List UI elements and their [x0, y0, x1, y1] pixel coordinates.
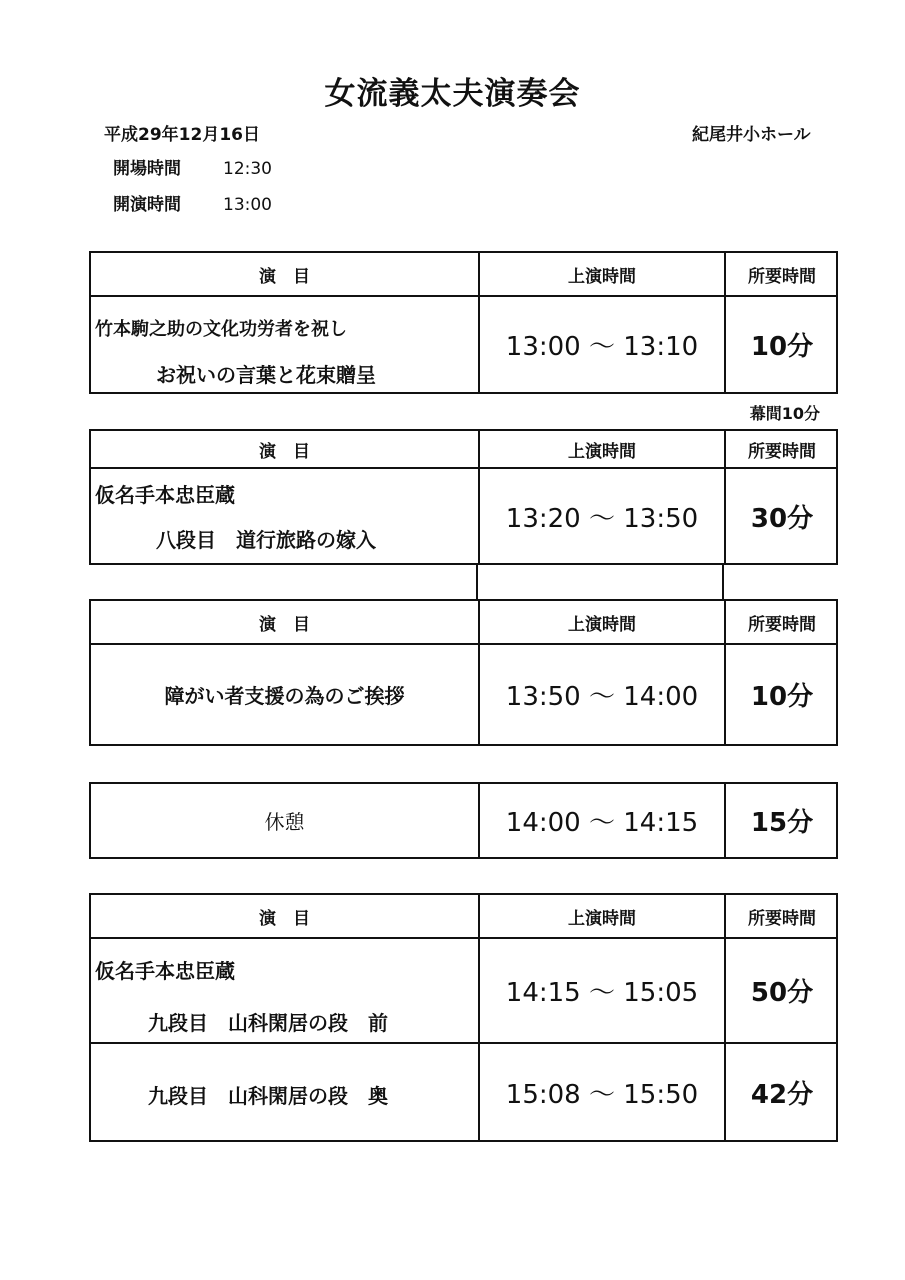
break-label: 休憩 — [264, 810, 305, 834]
time-cell: 13:50 〜 14:00 — [505, 682, 699, 712]
program-table-3 — [89, 599, 838, 746]
time-cell: 14:15 〜 15:05 — [505, 978, 699, 1008]
time-cell: 13:00 〜 13:10 — [505, 332, 699, 362]
start-time-label: 開演時間 — [113, 195, 181, 215]
header-time: 上演時間 — [568, 441, 636, 462]
performance-date: 平成29年12月16日 — [104, 125, 260, 145]
duration-cell: 10分 — [750, 332, 814, 362]
header-duration: 所要時間 — [748, 266, 816, 287]
start-time-value: 13:00 — [223, 195, 272, 215]
program-table-5 — [89, 893, 838, 1142]
break-table — [89, 782, 838, 859]
header-time: 上演時間 — [568, 266, 636, 287]
program-line-1: 竹本駒之助の文化功労者を祝し — [95, 319, 347, 340]
time-cell: 14:00 〜 14:15 — [505, 808, 699, 838]
doors-open-row — [113, 154, 272, 179]
header-program: 演 目 — [259, 441, 310, 462]
program-table-1 — [89, 251, 838, 394]
column-divider — [722, 563, 724, 601]
duration-cell: 42分 — [750, 1079, 814, 1110]
column-divider — [476, 563, 478, 601]
program-line-1: 仮名手本忠臣蔵 — [95, 483, 235, 507]
time-cell: 15:08 〜 15:50 — [505, 1079, 699, 1110]
header-duration: 所要時間 — [748, 614, 816, 635]
header-time: 上演時間 — [568, 908, 636, 929]
time-cell: 13:20 〜 13:50 — [505, 503, 699, 534]
duration-cell: 15分 — [750, 808, 814, 838]
header-time: 上演時間 — [568, 614, 636, 635]
program-line-1: 障がい者支援の為のご挨拶 — [164, 684, 405, 708]
header-program: 演 目 — [259, 908, 310, 929]
header-program: 演 目 — [259, 266, 310, 287]
program-table-2 — [89, 429, 838, 565]
doors-open-time: 12:30 — [223, 159, 272, 179]
program-line-2: 八段目 道行旅路の嫁入 — [156, 528, 376, 552]
header-program: 演 目 — [259, 614, 310, 635]
duration-cell: 50分 — [750, 978, 814, 1008]
duration-cell: 10分 — [750, 682, 814, 712]
venue: 紀尾井小ホール — [692, 125, 811, 145]
program-line-1: 仮名手本忠臣蔵 — [95, 959, 235, 983]
header-duration: 所要時間 — [748, 908, 816, 929]
program-line-2: お祝いの言葉と花束贈呈 — [156, 363, 376, 387]
program-line-2: 九段目 山科閑居の段 前 — [148, 1011, 388, 1035]
header-duration: 所要時間 — [748, 441, 816, 462]
duration-cell: 30分 — [750, 503, 814, 534]
start-time-row — [113, 190, 272, 215]
page-title: 女流義太夫演奏会 — [324, 76, 581, 112]
program-row-2: 九段目 山科閑居の段 奥 — [148, 1084, 388, 1108]
interval-note: 幕間10分 — [749, 404, 820, 423]
doors-open-label: 開場時間 — [113, 159, 181, 179]
